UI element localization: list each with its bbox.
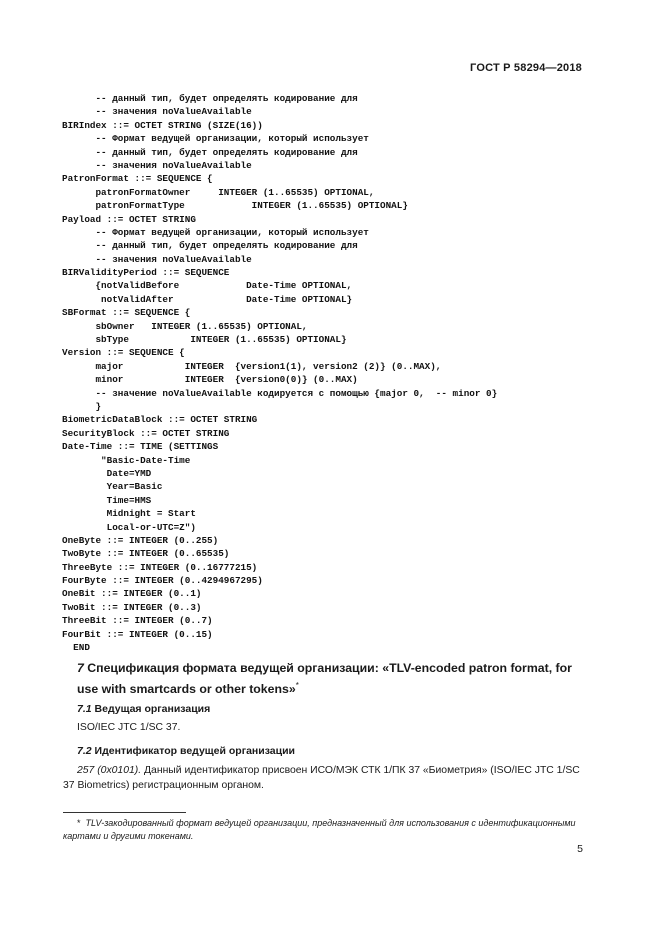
- subsection-7-2-title: Идентификатор ведущей организации: [94, 745, 295, 757]
- code-line: BiometricDataBlock ::= OCTET STRING: [62, 414, 258, 426]
- code-line: notValidAfter Date-Time OPTIONAL}: [62, 293, 353, 305]
- code-line: BIRIndex ::= OCTET STRING (SIZE(16)): [62, 119, 263, 131]
- subsection-7-1-title: Ведущая организация: [94, 703, 211, 715]
- code-line: patronFormatOwner INTEGER (1..65535) OPTIONAL,: [62, 186, 375, 198]
- code-line: Local-or-UTC=Z"): [62, 521, 196, 533]
- code-line: PatronFormat ::= SEQUENCE {: [62, 173, 213, 185]
- code-line: TwoByte ::= INTEGER (0..65535): [62, 548, 230, 560]
- code-line: -- данный тип, будет определять кодирование для: [62, 93, 358, 104]
- asn1-code-block: [62, 92, 602, 654]
- code-line: OneBit ::= INTEGER (0..1): [62, 588, 202, 600]
- footnote: [63, 817, 585, 843]
- page-number: 5: [577, 843, 583, 855]
- code-line: Midnight = Start: [62, 508, 196, 520]
- subsection-7-2-heading: [77, 745, 295, 757]
- code-line: FourByte ::= INTEGER (0..4294967295): [62, 575, 263, 587]
- subsection-7-1-body: ISO/IEC JTC 1/SC 37.: [77, 722, 181, 733]
- code-line: -- значения noValueAvailable: [62, 106, 252, 118]
- code-line: sbType INTEGER (1..65535) OPTIONAL}: [62, 334, 347, 346]
- code-line: TwoBit ::= INTEGER (0..3): [62, 601, 202, 613]
- code-line: -- Формат ведущей организации, который использует: [62, 133, 369, 145]
- identifier-description: Данный идентификатор присвоен ИСО/МЭК СТК 1/ПК 37 «Биометрия» (ISO/IEC JTC 1/SC 37 Biometrics) регистрационным органом.: [63, 765, 580, 791]
- subsection-7-1-number: 7.1: [77, 703, 92, 715]
- code-line: Version ::= SEQUENCE {: [62, 347, 185, 359]
- section-7-heading: [77, 660, 587, 698]
- code-line: ThreeBit ::= INTEGER (0..7): [62, 615, 213, 627]
- code-line: Date=YMD: [62, 467, 152, 479]
- code-line: -- данный тип, будет определять кодирование для: [62, 240, 358, 252]
- code-line: -- данный тип, будет определять кодирование для: [62, 146, 358, 158]
- code-line: BIRValidityPeriod ::= SEQUENCE: [62, 267, 230, 279]
- code-line: minor INTEGER {version0(0)} (0..MAX): [62, 374, 358, 386]
- code-line: END: [62, 642, 90, 654]
- code-line: }: [62, 400, 102, 412]
- section-7-number: 7: [77, 661, 84, 675]
- identifier-value: 257 (0x0101).: [77, 765, 142, 776]
- code-line: OneByte ::= INTEGER (0..255): [62, 534, 219, 546]
- code-line: {notValidBefore Date-Time OPTIONAL,: [62, 280, 353, 292]
- code-line: -- Формат ведущей организации, который использует: [62, 226, 369, 238]
- code-line: Year=Basic: [62, 481, 163, 493]
- code-line: Time=HMS: [62, 494, 152, 506]
- code-line: -- значение noValueAvailable кодируется с помощью {major 0, -- minor 0}: [62, 387, 498, 399]
- code-line: Payload ::= OCTET STRING: [62, 213, 196, 225]
- code-line: -- значения noValueAvailable: [62, 159, 252, 171]
- code-line: Date-Time ::= TIME (SETTINGS: [62, 441, 219, 453]
- code-line: SecurityBlock ::= OCTET STRING: [62, 427, 230, 439]
- code-line: "Basic-Date-Time: [62, 454, 191, 466]
- section-7-footnote-mark: *: [295, 681, 299, 690]
- code-line: sbOwner INTEGER (1..65535) OPTIONAL,: [62, 320, 308, 332]
- footnote-divider: [63, 812, 186, 813]
- subsection-7-1-heading: [77, 703, 210, 715]
- section-7-title: Спецификация формата ведущей организации: «TLV-encoded patron format, for use with smartcards or other tokens»: [77, 661, 572, 697]
- code-line: -- значения noValueAvailable: [62, 253, 252, 265]
- code-line: FourBit ::= INTEGER (0..15): [62, 628, 213, 640]
- footnote-text: TLV-закодированный формат ведущей организации, предназначенный для использования с идентификационными картами и другими токенами.: [63, 818, 576, 841]
- code-line: major INTEGER {version1(1), version2 (2)} (0..MAX),: [62, 360, 442, 372]
- code-line: ThreeByte ::= INTEGER (0..16777215): [62, 561, 258, 573]
- footnote-mark: *: [77, 818, 81, 828]
- code-line: SBFormat ::= SEQUENCE {: [62, 307, 191, 319]
- document-code: ГОСТ Р 58294—2018: [470, 62, 582, 74]
- code-line: patronFormatType INTEGER (1..65535) OPTIONAL}: [62, 200, 408, 212]
- subsection-7-2-body: [63, 763, 585, 793]
- subsection-7-2-number: 7.2: [77, 745, 92, 757]
